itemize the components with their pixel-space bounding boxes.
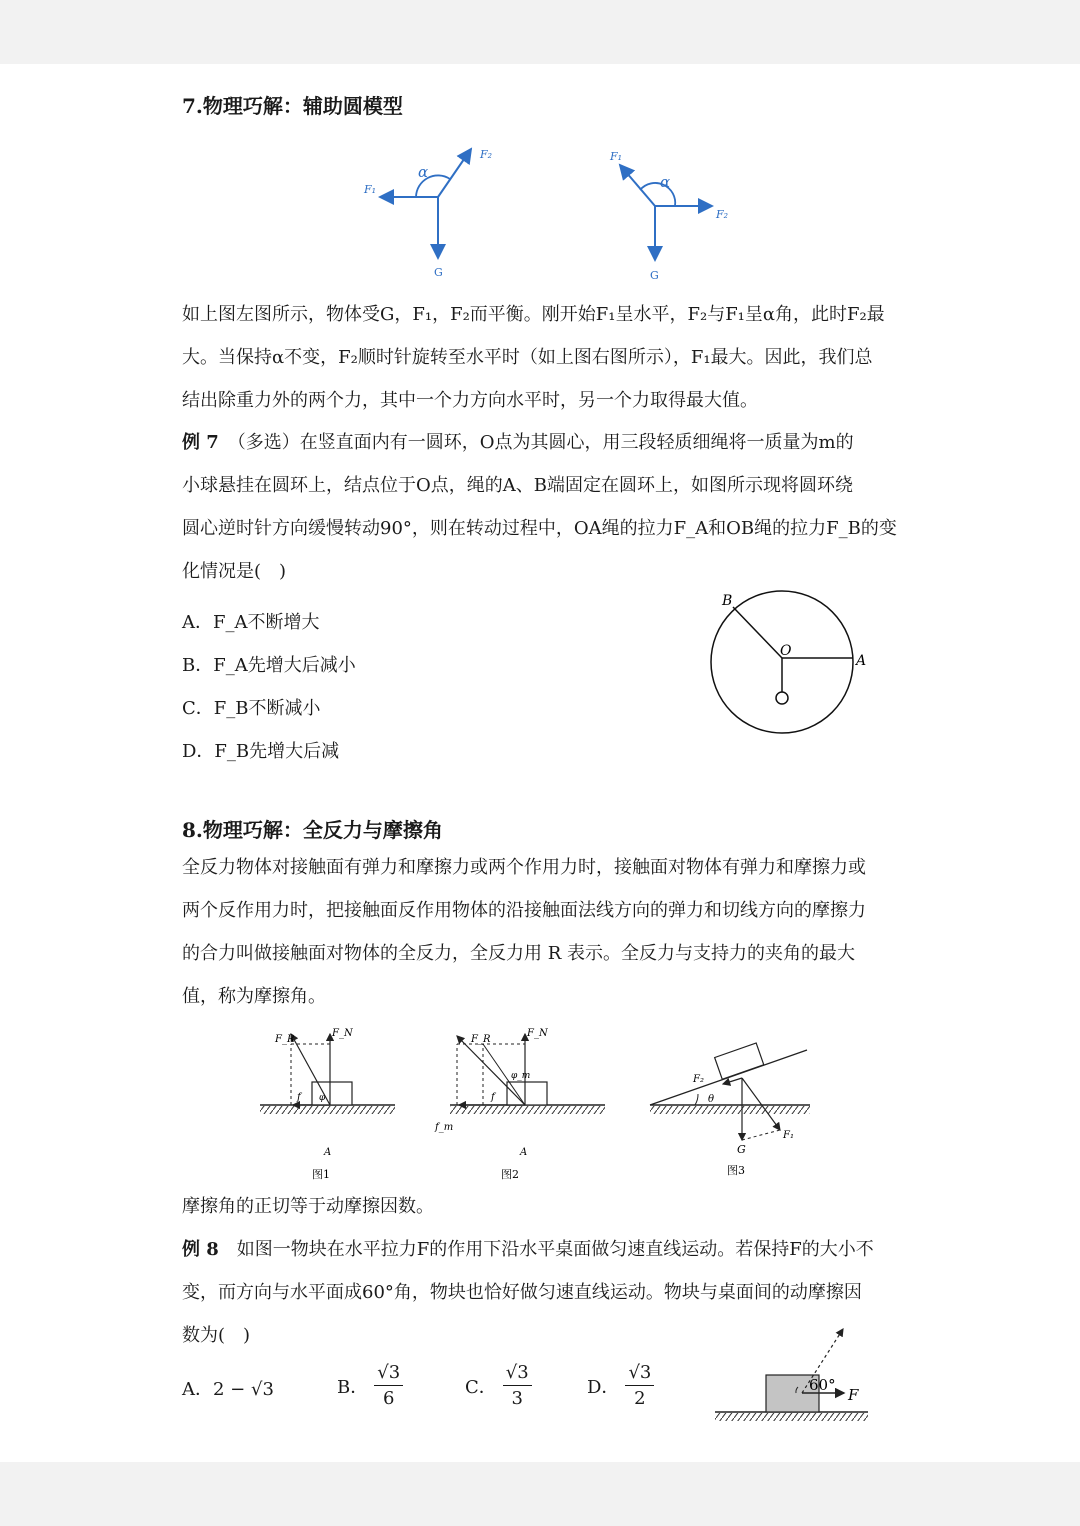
section-7-paragraph xyxy=(182,293,885,422)
fn-label: F_N xyxy=(332,1028,353,1039)
block-force-figure xyxy=(710,1322,880,1427)
phim-label: φ_m xyxy=(511,1071,531,1081)
theta-label: θ xyxy=(708,1094,715,1105)
paragraph-line: 值，称为摩擦角。 xyxy=(182,986,326,1007)
figure-3 xyxy=(650,1043,810,1177)
fm-label: f_m xyxy=(435,1122,454,1133)
example-label: 例 8 xyxy=(182,1239,219,1260)
paragraph-line: 数为( ) xyxy=(182,1325,251,1346)
fn-label: F_N xyxy=(527,1028,548,1039)
block xyxy=(312,1082,352,1105)
point-a-label: A xyxy=(856,653,867,669)
force-f-label: F xyxy=(848,1386,859,1404)
paragraph-line: 大。当保持α不变，F₂顺时针旋转至水平时（如上图右图所示），F₁最大。因此，我们总 xyxy=(182,347,873,368)
g-label: G xyxy=(434,266,443,279)
example-7-text xyxy=(182,421,897,593)
option-b: B．F_A先增大后减小 xyxy=(182,655,356,676)
paragraph-line: 小球悬挂在圆环上，结点位于O点，绳的A、B端固定在圆环上，如图所示现将圆环绕 xyxy=(182,475,853,496)
section-8-heading: 8.物理巧解：全反力与摩擦角 xyxy=(182,818,443,842)
right-force-diagram xyxy=(609,150,728,282)
example-7-options xyxy=(182,601,356,773)
friction-angle-note: 摩擦角的正切等于动摩擦因数。 xyxy=(182,1196,434,1217)
friction-angle-figures xyxy=(255,1022,835,1182)
example-label: 例 7 xyxy=(182,432,219,453)
f1-label: F₁ xyxy=(610,150,623,163)
figure-2 xyxy=(434,1028,605,1181)
option-a: A．2 − √3 xyxy=(182,1379,274,1400)
rope-ob xyxy=(733,607,782,658)
f1-label: F₁ xyxy=(783,1130,794,1141)
point-a-label: A xyxy=(520,1147,528,1158)
ball xyxy=(776,692,788,704)
angle-label: 60° xyxy=(809,1376,836,1394)
fr-label: F_R xyxy=(471,1034,491,1045)
f2-label: F₂ xyxy=(693,1074,704,1085)
paragraph-line: 圆心逆时针方向缓慢转动90°，则在转动过程中，OA绳的拉力F_A和OB绳的拉力F_B的变 xyxy=(182,518,897,539)
phi-label: φ xyxy=(319,1093,326,1103)
paragraph-line: 如上图左图所示，物体受G，F₁，F₂而平衡。刚开始F₁呈水平，F₂与F₁呈α角，此时F₂最 xyxy=(182,304,885,325)
option-d: D．F_B先增大后减 xyxy=(182,741,340,762)
option-c: C． $\frac{√3}{3}$ xyxy=(465,1362,532,1409)
f2-label: F₂ xyxy=(480,148,493,161)
g-label: G xyxy=(737,1143,746,1156)
f2-arrow xyxy=(438,149,471,197)
paragraph-line: 变，而方向与水平面成60°角，物块也恰好做匀速直线运动。物块与桌面间的动摩擦因 xyxy=(182,1282,862,1303)
f1-arrow xyxy=(742,1078,780,1130)
paragraph-line: 的合力叫做接触面对物体的全反力，全反力用 R 表示。全反力与支持力的夹角的最大 xyxy=(182,943,855,964)
alpha-label: α xyxy=(660,173,671,191)
option-b: B． $\frac{√3}{6}$ xyxy=(337,1362,403,1409)
f2-label: F₂ xyxy=(716,208,729,221)
paragraph-line: 例 8 如图一物块在水平拉力F的作用下沿水平桌面做匀速直线运动。若保持F的大小不 xyxy=(182,1239,874,1260)
figure-2-caption: 图2 xyxy=(501,1168,519,1181)
paragraph-line: 全反力物体对接触面有弹力和摩擦力或两个作用力时，接触面对物体有弹力和摩擦力或 xyxy=(182,857,866,878)
point-a-label: A xyxy=(324,1147,332,1158)
paragraph-line: 例 7 （多选）在竖直面内有一圆环，O点为其圆心，用三段轻质细绳将一质量为m的 xyxy=(182,432,854,453)
point-b-label: B xyxy=(722,593,733,609)
option-a: A．F_A不断增大 xyxy=(182,612,320,633)
f1-label: F₁ xyxy=(364,183,377,196)
f1-arrow xyxy=(620,165,655,206)
paragraph-line: 两个反作用力时，把接触面反作用物体的沿接触面法线方向的弹力和切线方向的摩擦力 xyxy=(182,900,866,921)
paragraph-line: 结出除重力外的两个力，其中一个力方向水平时，另一个力取得最大值。 xyxy=(182,390,758,411)
block xyxy=(715,1043,764,1079)
option-c: C．F_B不断减小 xyxy=(182,698,321,719)
ring-figure xyxy=(700,585,880,745)
f-label: f xyxy=(491,1092,495,1103)
fr-label: F_R xyxy=(275,1034,295,1045)
section-8-paragraph xyxy=(182,846,866,1018)
figure-1-caption: 图1 xyxy=(312,1168,330,1181)
paragraph-line: 化情况是( ) xyxy=(182,561,287,582)
option-d: D． $\frac{√3}{2}$ xyxy=(587,1362,654,1409)
g-label: G xyxy=(650,269,659,282)
alpha-label: α xyxy=(418,163,429,181)
auxiliary-circle-figure xyxy=(350,140,750,290)
f-label: f xyxy=(297,1092,301,1103)
figure-3-caption: 图3 xyxy=(727,1164,745,1177)
figure-1 xyxy=(260,1028,395,1181)
point-o-label: O xyxy=(780,643,792,659)
left-force-diagram xyxy=(363,148,492,279)
section-7-heading: 7.物理巧解：辅助圆模型 xyxy=(182,94,403,118)
